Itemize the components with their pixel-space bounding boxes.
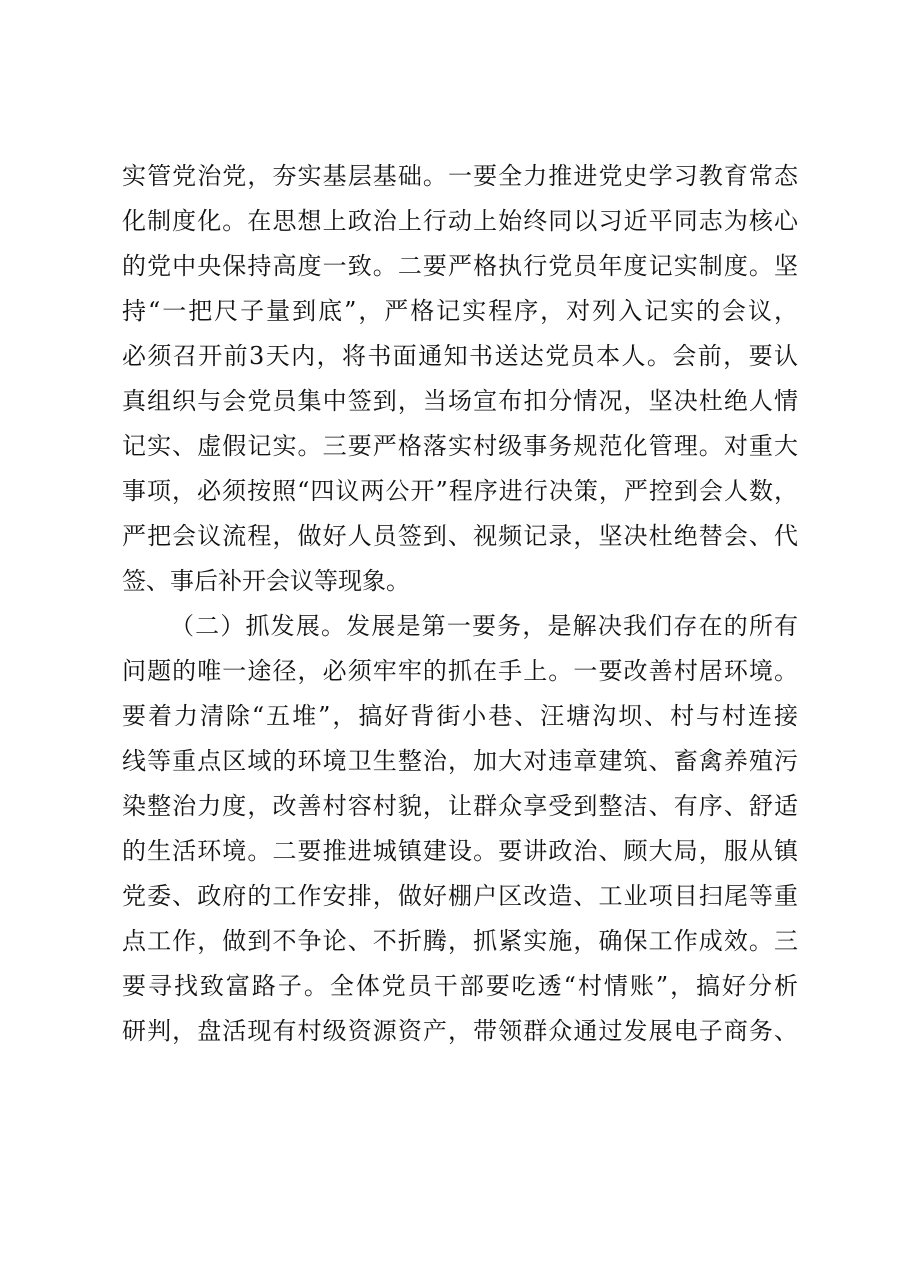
text-line-11: （二）抓发展。发展是第一要务，是解决我们存在的所有 [170, 612, 798, 640]
text-line-9: 严把会议流程，做好人员签到、视频记录，坚决杜绝替会、代 [122, 522, 798, 550]
text-line-14: 线等重点区域的环境卫生整治，加大对违章建筑、畜禽养殖污 [122, 747, 798, 775]
text-line-8: 事项，必须按照“四议两公开”程序进行决策，严控到会人数， [122, 477, 798, 505]
text-line-15: 染整治力度，改善村容村貌，让群众享受到整洁、有序、舒适 [122, 792, 798, 820]
text-line-10: 签、事后补开会议等现象。 [122, 567, 410, 595]
text-line-19: 要寻找致富路子。全体党员干部要吃透“村情账”，搞好分析 [122, 972, 798, 1000]
text-line-2: 化制度化。在思想上政治上行动上始终同以习近平同志为核心 [122, 207, 798, 235]
text-line-1: 实管党治党，夯实基层基础。一要全力推进党史学习教育常态 [122, 162, 798, 190]
text-line-13: 要着力清除“五堆”，搞好背街小巷、汪塘沟坝、村与村连接 [122, 702, 798, 730]
text-line-12: 问题的唯一途径，必须牢牢的抓在手上。一要改善村居环境。 [122, 657, 798, 685]
text-line-3: 的党中央保持高度一致。二要严格执行党员年度记实制度。坚 [122, 252, 798, 280]
text-line-4: 持“一把尺子量到底”，严格记实程序，对列入记实的会议， [122, 297, 798, 325]
body-text [122, 154, 798, 1054]
text-line-17: 党委、政府的工作安排，做好棚户区改造、工业项目扫尾等重 [122, 882, 798, 910]
text-line-18: 点工作，做到不争论、不折腾，抓紧实施，确保工作成效。三 [122, 927, 798, 955]
text-line-6: 真组织与会党员集中签到，当场宣布扣分情况，坚决杜绝人情 [122, 387, 798, 415]
text-line-20: 研判，盘活现有村级资源资产，带领群众通过发展电子商务、 [122, 1017, 798, 1045]
text-line-16: 的生活环境。二要推进城镇建设。要讲政治、顾大局，服从镇 [122, 837, 798, 865]
text-line-5: 必须召开前3天内，将书面通知书送达党员本人。会前，要认 [122, 342, 798, 370]
text-line-7: 记实、虚假记实。三要严格落实村级事务规范化管理。对重大 [122, 432, 798, 460]
